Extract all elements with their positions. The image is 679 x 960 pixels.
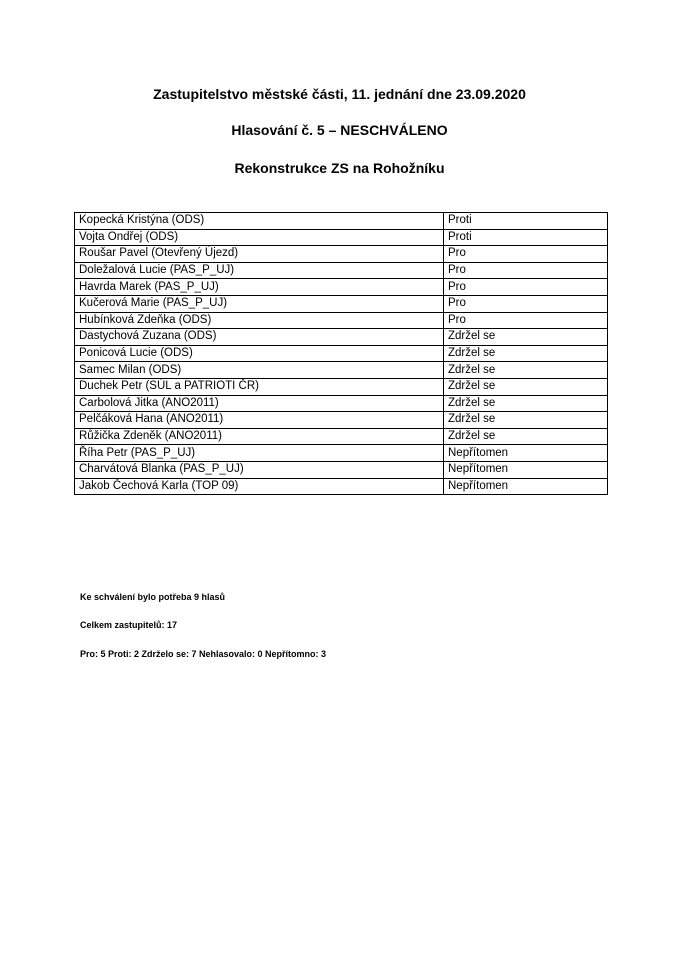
member-vote: Zdržel se	[444, 428, 608, 445]
member-vote: Nepřítomen	[444, 461, 608, 478]
member-name: Kučerová Marie (PAS_P_UJ)	[75, 295, 444, 312]
table-row	[75, 279, 608, 296]
member-vote: Nepřítomen	[444, 478, 608, 495]
member-vote: Zdržel se	[444, 412, 608, 429]
member-name: Vojta Ondřej (ODS)	[75, 229, 444, 246]
table-row	[75, 478, 608, 495]
table-row	[75, 428, 608, 445]
member-name: Ponicová Lucie (ODS)	[75, 345, 444, 362]
member-name: Samec Milan (ODS)	[75, 362, 444, 379]
member-vote: Zdržel se	[444, 362, 608, 379]
total-members: Celkem zastupitelů: 17	[80, 620, 178, 630]
member-name: Růžička Zdeněk (ANO2011)	[75, 428, 444, 445]
member-name: Duchek Petr (SÚL a PATRIOTI ČR)	[75, 378, 444, 395]
table-row	[75, 362, 608, 379]
member-name: Dastychová Zuzana (ODS)	[75, 329, 444, 346]
member-name: Říha Petr (PAS_P_UJ)	[75, 445, 444, 462]
member-name: Doležalová Lucie (PAS_P_UJ)	[75, 262, 444, 279]
required-votes: Ke schválení bylo potřeba 9 hlasů	[80, 592, 226, 602]
table-row	[75, 461, 608, 478]
table-row	[75, 262, 608, 279]
member-name: Charvátová Blanka (PAS_P_UJ)	[75, 461, 444, 478]
member-name: Carbolová Jitka (ANO2011)	[75, 395, 444, 412]
member-vote: Zdržel se	[444, 395, 608, 412]
member-vote: Pro	[444, 246, 608, 263]
document-title: Zastupitelstvo městské části, 11. jednání dne 23.09.2020	[153, 86, 526, 102]
table-row	[75, 229, 608, 246]
member-name: Hubínková Zdeňka (ODS)	[75, 312, 444, 329]
member-name: Kopecká Kristýna (ODS)	[75, 213, 444, 230]
member-vote: Zdržel se	[444, 345, 608, 362]
table-row	[75, 295, 608, 312]
member-name: Pelčáková Hana (ANO2011)	[75, 412, 444, 429]
member-vote: Pro	[444, 312, 608, 329]
member-vote: Zdržel se	[444, 329, 608, 346]
table-row	[75, 213, 608, 230]
member-name: Jakob Čechová Karla (TOP 09)	[75, 478, 444, 495]
member-name: Roušar Pavel (Otevřený Újezd)	[75, 246, 444, 263]
member-vote: Zdržel se	[444, 378, 608, 395]
table-row	[75, 395, 608, 412]
member-vote: Pro	[444, 262, 608, 279]
member-vote: Proti	[444, 229, 608, 246]
table-row	[75, 345, 608, 362]
vote-subject: Rekonstrukce ZS na Rohožníku	[234, 160, 445, 176]
member-vote: Proti	[444, 213, 608, 230]
member-vote: Pro	[444, 295, 608, 312]
table-row	[75, 412, 608, 429]
vote-title: Hlasování č. 5 – NESCHVÁLENO	[231, 122, 448, 138]
votes-table	[74, 212, 608, 495]
table-row	[75, 445, 608, 462]
table-row	[75, 329, 608, 346]
table-row	[75, 246, 608, 263]
member-vote: Nepřítomen	[444, 445, 608, 462]
member-vote: Pro	[444, 279, 608, 296]
vote-tally: Pro: 5 Proti: 2 Zdrželo se: 7 Nehlasovalo: 0 Nepřítomno: 3	[80, 649, 327, 659]
table-row	[75, 378, 608, 395]
table-row	[75, 312, 608, 329]
member-name: Havrda Marek (PAS_P_UJ)	[75, 279, 444, 296]
